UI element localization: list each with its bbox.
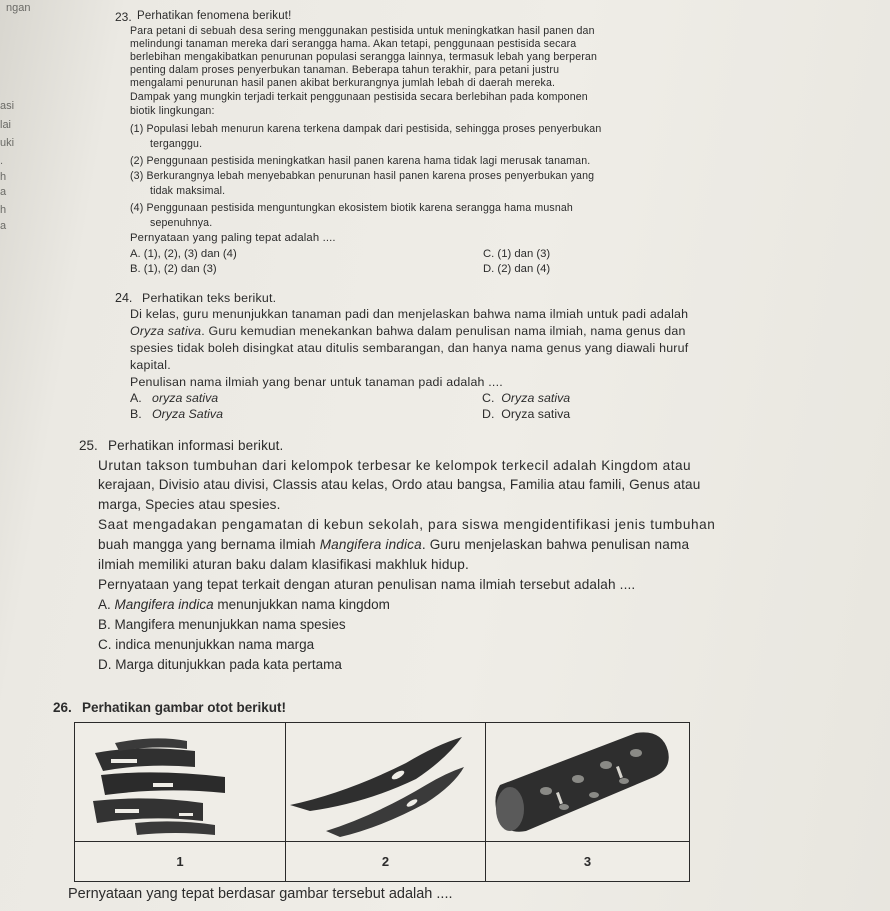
scientific-name: Mangifera indica — [319, 537, 422, 552]
statement-2: (2) Penggunaan pestisida meningkatkan hasil panen karena hama tidak lagi merusak tanaman. — [130, 155, 591, 167]
text-line: Urutan takson tumbuhan dari kelompok terbesar ke kelompok terkecil adalah Kingdom atau — [98, 458, 692, 473]
question-heading: Perhatikan informasi berikut. — [108, 438, 284, 453]
text-line: Saat mengadakan pengamatan di kebun sekolah, para siswa mengidentifikasi jenis tumbuhan — [98, 517, 716, 532]
statement-3: (3) Berkurangnya lebah menyebabkan penurunan hasil panen karena proses penyerbukan yang — [130, 170, 595, 182]
statement-1: (1) Populasi lebah menurun karena terkena dampak dari pestisida, sehingga proses penyerbukan — [130, 123, 602, 135]
margin-fragment: a — [0, 220, 7, 232]
muscle-image-1 — [75, 723, 285, 841]
paragraph-line: Para petani di sebuah desa sering menggunakan pestisida untuk meningkatkan hasil panen dan — [130, 25, 595, 37]
figure-label-3: 3 — [486, 841, 689, 881]
figure-label-1: 1 — [75, 841, 285, 881]
text-line: buah mangga yang bernama ilmiah Mangifera indica. Guru menjelaskan bahwa penulisan nama — [98, 537, 690, 552]
question-number: 25. — [79, 438, 98, 453]
question-heading: Perhatikan gambar otot berikut! — [82, 700, 287, 715]
text-line: ilmiah memiliki aturan baku dalam klasifikasi makhluk hidup. — [98, 557, 469, 572]
paragraph-line: penting dalam proses penyerbukan tanaman. Beberapa tahun terakhir, para petani justru — [130, 64, 560, 76]
question-prompt: Penulisan nama ilmiah yang benar untuk tanaman padi adalah .... — [130, 375, 503, 389]
question-number: 24. — [115, 291, 133, 305]
text-line: marga, Species atau spesies. — [98, 497, 281, 512]
statement-4: (4) Penggunaan pestisida menguntungkan ekosistem biotik karena serangga hama musnah — [130, 202, 573, 214]
question-prompt: Pernyataan yang paling tepat adalah .... — [130, 232, 336, 244]
option-d[interactable]: D. Marga ditunjukkan pada kata pertama — [98, 657, 342, 672]
scientific-name: Oryza sativa — [130, 324, 202, 338]
margin-fragment: ngan — [6, 2, 31, 14]
option-b[interactable]: B. (1), (2) dan (3) — [130, 263, 217, 275]
text-line: Di kelas, guru menunjukkan tanaman padi dan menjelaskan bahwa nama ilmiah untuk padi adalah — [130, 307, 689, 321]
question-heading: Perhatikan fenomena berikut! — [137, 10, 292, 22]
option-c[interactable]: C. indica menunjukkan nama marga — [98, 637, 315, 652]
statement-1-cont: terganggu. — [150, 138, 203, 150]
option-a[interactable]: A. Mangifera indica menunjukkan nama kingdom — [98, 597, 390, 612]
paragraph-line: mengalami penurunan hasil panen akibat berkurangnya jumlah lebah di daerah mereka. — [130, 77, 556, 89]
text-line: kapital. — [130, 358, 171, 372]
text-line: spesies tidak boleh disingkat atau ditulis sembarangan, dan hanya nama genus yang diawali huruf — [130, 341, 689, 355]
option-c[interactable]: C. (1) dan (3) — [483, 248, 551, 260]
text-line: Oryza sativa. Guru kemudian menekankan bahwa dalam penulisan nama ilmiah, nama genus dan — [130, 324, 686, 338]
statement-3-cont: tidak maksimal. — [150, 185, 226, 197]
option-a[interactable]: A. (1), (2), (3) dan (4) — [130, 248, 237, 260]
paragraph-line: biotik lingkungan: — [130, 105, 215, 117]
margin-fragment: a — [0, 186, 7, 198]
question-number: 23. — [115, 10, 132, 24]
margin-fragment: h — [0, 204, 7, 216]
option-d[interactable]: D. (2) dan (4) — [483, 263, 551, 275]
statement-4-cont: sepenuhnya. — [150, 217, 213, 229]
text-line: kerajaan, Divisio atau divisi, Classis atau kelas, Ordo atau bangsa, Familia atau famili, Genus atau — [98, 477, 701, 492]
question-prompt: Pernyataan yang tepat berdasar gambar tersebut adalah .... — [68, 886, 453, 902]
question-number: 26. — [53, 700, 72, 715]
option-b[interactable]: B. Mangifera menunjukkan nama spesies — [98, 617, 346, 632]
question-prompt: Pernyataan yang tepat terkait dengan aturan penulisan nama ilmiah tersebut adalah .... — [98, 577, 636, 592]
muscle-figure-table — [74, 722, 690, 882]
option-c[interactable]: C. Oryza sativa — [482, 391, 571, 405]
option-d[interactable]: D. Oryza sativa — [482, 407, 571, 421]
margin-fragment: . — [0, 155, 4, 167]
muscle-image-2 — [286, 723, 485, 841]
muscle-image-3 — [486, 723, 689, 841]
paragraph-line: Dampak yang mungkin terjadi terkait penggunaan pestisida secara berlebihan pada komponen — [130, 91, 588, 103]
margin-fragment: uki — [0, 137, 15, 149]
option-b[interactable]: B. Oryza Sativa — [130, 407, 223, 421]
figure-label-2: 2 — [286, 841, 485, 881]
margin-fragment: lai — [0, 119, 12, 131]
paragraph-line: berlebihan mengakibatkan penurunan populasi serangga lainnya, termasuk lebah yang berperan — [130, 51, 597, 63]
margin-fragment: asi — [0, 100, 15, 112]
option-a[interactable]: A. oryza sativa — [130, 391, 219, 405]
paragraph-line: melindungi tanaman mereka dari serangga hama. Akan tetapi, penggunaan pestisida secara — [130, 38, 577, 50]
question-heading: Perhatikan teks berikut. — [142, 291, 277, 305]
margin-fragment: h — [0, 171, 7, 183]
